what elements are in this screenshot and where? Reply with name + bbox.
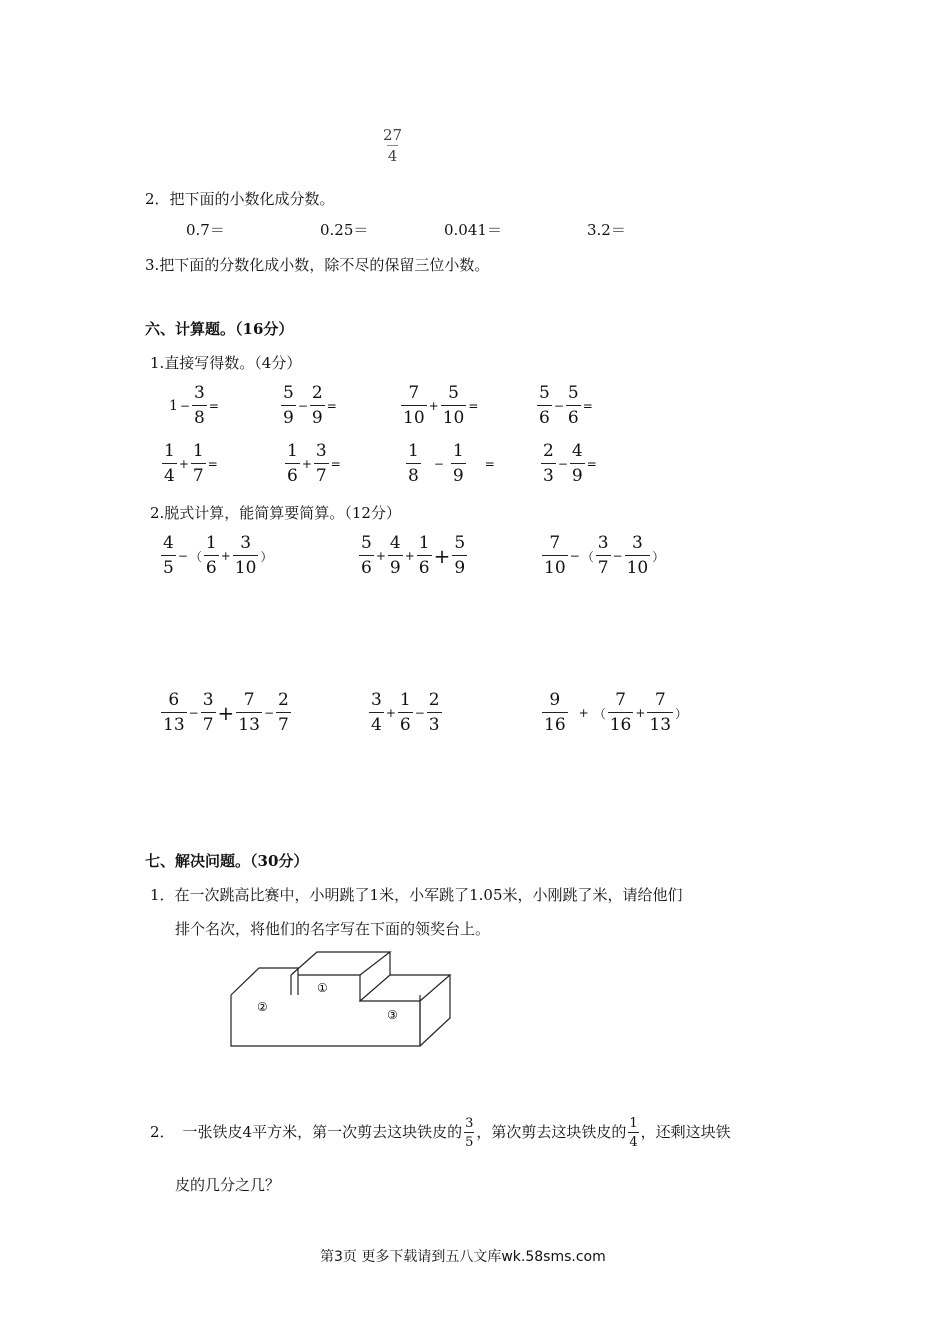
problem2-line1: 2． 一张铁皮4平方米，第一次剪去这块铁皮的 $\frac{3}{5}$ ，第次剪去这块铁皮的 $\frac{1}{4}$ ，还剩这块铁 — [150, 1116, 731, 1150]
s6-q2-title: 2.脱式计算，能简算要简算。（12分） — [150, 504, 401, 522]
q2-title: 2．把下面的小数化成分数。 — [145, 190, 335, 208]
calc-expr: $\frac{3}{4}$ + $\frac{1}{6}$ − $\frac{2}{3}$ — [371, 690, 440, 735]
podium-second-label: ② — [257, 1000, 268, 1014]
decimal-item: 0.7＝ — [186, 221, 225, 239]
podium-diagram — [225, 948, 485, 1050]
direct-expr: $\frac{5}{6}$ − $\frac{5}{6}$ = — [539, 383, 593, 428]
calc-expr: $\frac{5}{6}$ + $\frac{4}{9}$ + $\frac{1}{6}$ + $\frac{5}{9}$ — [361, 533, 466, 578]
direct-expr: $\frac{5}{9}$ − $\frac{2}{9}$ = — [283, 383, 337, 428]
page-footer: 第3页 更多下载请到五八文库wk.58sms.com — [320, 1249, 606, 1265]
decimal-item: 0.041＝ — [444, 221, 502, 239]
direct-expr: 1 − $\frac{3}{8}$ = — [169, 383, 219, 428]
problem2-line2: 皮的几分之几？ — [175, 1176, 281, 1194]
podium-second-top — [231, 968, 298, 995]
calc-expr: $\frac{6}{13}$ − $\frac{3}{7}$ + $\frac{7}{13}$ − $\frac{2}{7}$ — [163, 690, 289, 735]
calc-expr: $\frac{9}{16}$ + （ $\frac{7}{16}$ + $\frac{7}{13}$ ） — [544, 690, 688, 735]
direct-expr: $\frac{7}{10}$ + $\frac{5}{10}$ = — [403, 383, 479, 428]
calc-expr: $\frac{7}{10}$ − （ $\frac{3}{7}$ − $\frac{3}{10}$ ） — [544, 533, 665, 578]
direct-expr: $\frac{2}{3}$ − $\frac{4}{9}$ = — [543, 441, 597, 486]
decimal-item: 3.2＝ — [587, 221, 626, 239]
s6-q1-title: 1.直接写得数。（4分） — [150, 354, 302, 372]
podium-first-label: ① — [317, 981, 328, 995]
podium-first-top — [291, 952, 390, 975]
problem1-line1: 1．在一次跳高比赛中，小明跳了1米，小军跳了1.05米，小刚跳了米，请给他们 — [150, 886, 683, 904]
q3-title: 3.把下面的分数化成小数，除不尽的保留三位小数。 — [145, 256, 490, 274]
direct-expr: $\frac{1}{8}$ − $\frac{1}{9}$ = — [408, 441, 495, 486]
decimal-item: 0.25＝ — [320, 221, 369, 239]
section7-title: 七、解决问题。（30分） — [145, 852, 309, 870]
top-fraction: $\frac{27}{4}$ — [383, 126, 403, 165]
podium-third-label: ③ — [387, 1008, 398, 1022]
direct-expr: $\frac{1}{6}$ + $\frac{3}{7}$ = — [287, 441, 341, 486]
problem1-line2: 排个名次，将他们的名字写在下面的领奖台上。 — [175, 920, 491, 938]
direct-expr: $\frac{1}{4}$ + $\frac{1}{7}$ = — [164, 441, 218, 486]
section6-title: 六、计算题。（16分） — [145, 320, 294, 338]
calc-expr: $\frac{4}{5}$ − （ $\frac{1}{6}$ + $\frac{3}{10}$ ） — [163, 533, 273, 578]
podium-third-top — [360, 975, 450, 1001]
